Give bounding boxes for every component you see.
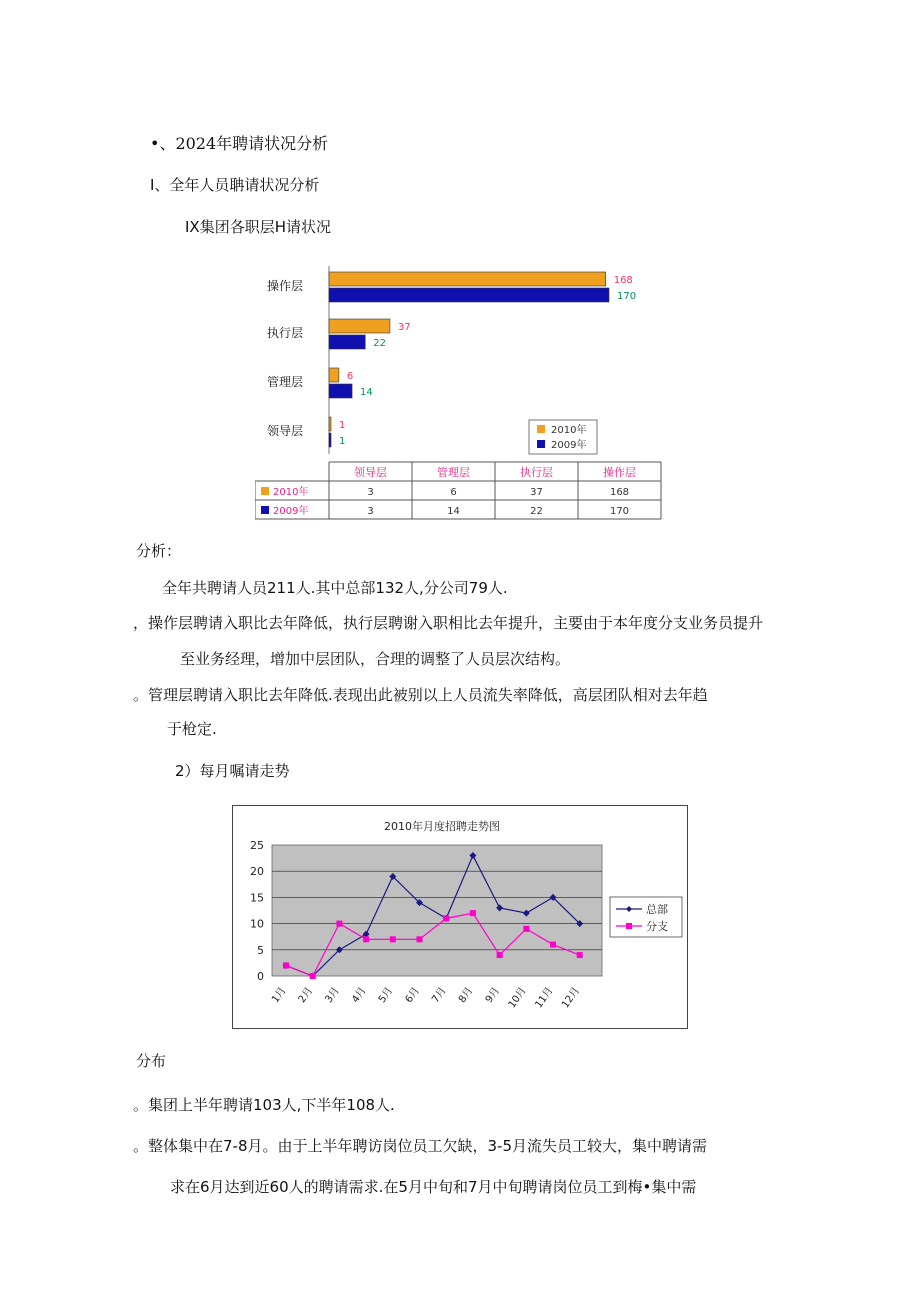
bar-2009年-领导层: [329, 433, 331, 447]
x-tick-label: 3月: [323, 985, 342, 1006]
line-point-分支: [417, 936, 423, 942]
bar-category-label: 执行层: [267, 326, 304, 340]
table-cell: 6: [450, 487, 457, 498]
bar-value-label: 1: [339, 436, 346, 447]
table-cell: 3: [367, 487, 374, 498]
subsection-title-1: I、全年人员聃请状况分析: [150, 176, 320, 194]
distribution-label: 分布: [136, 1052, 167, 1070]
bar-legend-swatch: [537, 425, 545, 433]
analysis-paragraph-2b: 至业务经理，增加中层团队，合理的调整了人员层次结构。: [180, 650, 571, 668]
y-tick-label: 0: [257, 970, 264, 983]
line-point-分支: [497, 952, 503, 958]
bar-value-label: 37: [397, 322, 411, 333]
line-point-分支: [283, 963, 289, 969]
line-legend-marker: [626, 923, 632, 929]
bar-2010年-管理层: [329, 368, 339, 382]
line-legend-label: 总部: [646, 903, 668, 916]
x-tick-label: 11月: [533, 985, 556, 1011]
y-tick-label: 20: [250, 865, 264, 879]
bar-value-label: 168: [613, 275, 633, 286]
table-row-label: 2009年: [273, 506, 309, 517]
bar-value-label: 1: [339, 420, 346, 431]
table-header: 操作层: [603, 466, 636, 479]
line-point-分支: [336, 921, 342, 927]
line-point-分支: [443, 915, 449, 921]
table-cell: 14: [447, 506, 460, 517]
bar-chart: [255, 262, 665, 520]
bar-category-label: 领导层: [267, 424, 304, 438]
y-tick-label: 5: [257, 943, 264, 957]
line-chart: [232, 805, 688, 1029]
line-point-分支: [550, 942, 556, 948]
table-header: 执行层: [520, 466, 553, 479]
distribution-paragraph-1: 。集团上半年聘请103人,下半年108人.: [133, 1096, 395, 1114]
bar-value-label: 14: [360, 387, 373, 398]
distribution-paragraph-2a: 。整体集中在7-8月。由于上半年聘访岗位员工欠缺，3-5月流失员工较大，集中聘请需: [133, 1137, 708, 1155]
table-cell: 37: [530, 487, 543, 498]
table-cell: 170: [609, 506, 630, 517]
y-tick-label: 10: [250, 917, 264, 931]
line-plot-area: [272, 845, 602, 976]
bar-category-label: 操作层: [267, 279, 304, 293]
bar-legend-label: 2010年: [551, 425, 587, 436]
section-title: •、2024年聘请状况分析: [150, 134, 329, 153]
line-point-分支: [310, 973, 316, 979]
bar-2009年-执行层: [329, 335, 365, 349]
line-point-分支: [523, 926, 529, 932]
line-legend-label: 分支: [646, 920, 668, 933]
distribution-paragraph-2b: 求在6月达到近60人的聘请需求.在5月中旬和7月中旬聘请岗位员工到梅•集中需: [170, 1178, 697, 1196]
bar-legend-swatch: [537, 440, 545, 448]
bar-2010年-操作层: [329, 272, 606, 286]
bar-2010年-领导层: [329, 417, 331, 431]
line-point-分支: [470, 910, 476, 916]
line-point-分支: [363, 936, 369, 942]
table-row-swatch: [261, 487, 269, 495]
bar-2009年-管理层: [329, 384, 352, 398]
x-tick-label: 8月: [456, 985, 476, 1006]
x-tick-label: 4月: [350, 985, 369, 1006]
table-cell: 3: [367, 506, 374, 517]
analysis-label: 分析：: [136, 542, 182, 560]
x-tick-label: 5月: [376, 985, 396, 1006]
y-tick-label: 15: [250, 891, 264, 905]
line-point-分支: [577, 952, 583, 958]
bar-legend-label: 2009年: [551, 440, 587, 451]
y-tick-label: 25: [250, 839, 264, 852]
line-chart-title: 2010年月度招聘走势图: [384, 820, 500, 833]
x-tick-label: 10月: [506, 985, 529, 1011]
x-tick-label: 2月: [296, 985, 316, 1006]
table-header: 领导层: [354, 466, 387, 479]
analysis-paragraph-2a: ，操作层聘请入职比去年降低，执行层聘谢入职相比去年提升，主要由于本年度分支业务员提升: [133, 614, 764, 632]
table-header: 管理层: [437, 466, 470, 479]
x-tick-label: 7月: [430, 985, 449, 1006]
x-tick-label: 1月: [270, 985, 289, 1006]
analysis-paragraph-3a: 。管理层聘请入职比去年降低.表现出此被别以上人员流失率降低，高层团队相对去年趋: [133, 686, 708, 704]
bar-2010年-执行层: [329, 319, 390, 333]
x-tick-label: 12月: [560, 985, 583, 1011]
bar-2009年-操作层: [329, 288, 609, 302]
bar-value-label: 22: [373, 338, 386, 349]
table-cell: 168: [609, 487, 630, 498]
bar-value-label: 170: [617, 291, 637, 302]
bar-value-label: 6: [346, 371, 354, 382]
chart1-caption: IX集团各职层H请状况: [185, 218, 331, 236]
line-point-分支: [390, 936, 396, 942]
x-tick-label: 9月: [483, 985, 503, 1006]
table-cell: 22: [530, 506, 543, 517]
bar-category-label: 管理层: [267, 375, 304, 389]
analysis-paragraph-1: 全年共聘请人员211人.其中总部132人,分公司79人.: [162, 579, 508, 597]
table-row-swatch: [261, 506, 269, 514]
table-row-label: 2010年: [273, 487, 309, 498]
subsection-title-2: 2）每月嘱请走势: [175, 762, 290, 780]
x-tick-label: 6月: [403, 985, 422, 1006]
analysis-paragraph-3b: 于枪定.: [167, 720, 217, 738]
